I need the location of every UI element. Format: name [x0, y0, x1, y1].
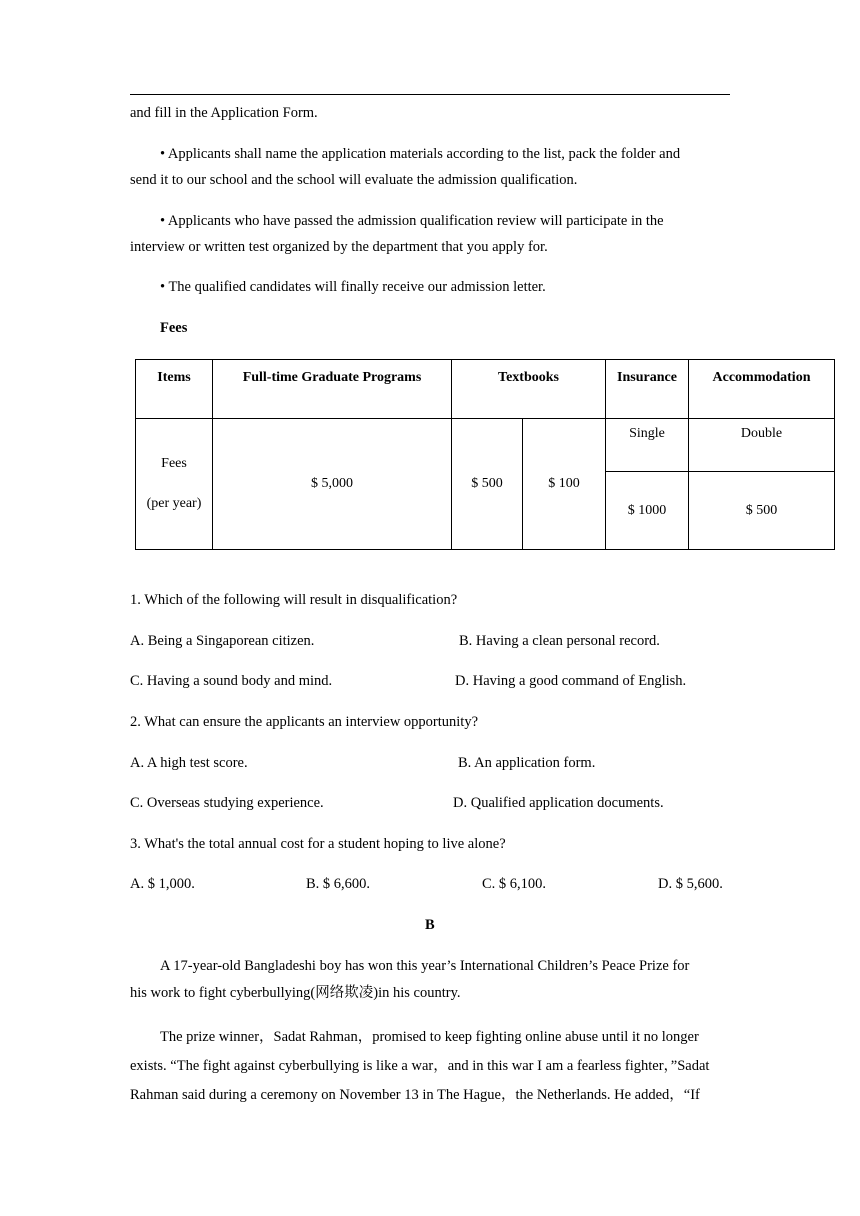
insurance-label: Single: [606, 419, 689, 472]
text-line: and fill in the Application Form.: [130, 105, 318, 121]
accommodation-value: $ 500: [689, 472, 835, 550]
section-heading: B: [425, 917, 435, 933]
option-3a: A. $ 1,000.: [130, 876, 195, 892]
option-1c: C. Having a sound body and mind.: [130, 673, 333, 689]
textbook-fee-1: $ 500: [452, 419, 523, 550]
text-line: interview or written test organized by the department that you apply for.: [130, 239, 548, 255]
paragraph-line: his work to fight cyberbullying(网络欺凌)in his country.: [130, 985, 461, 1001]
insurance-value: $ 1000: [606, 472, 689, 550]
table-header-row: [136, 360, 835, 419]
question-3: 3. What's the total annual cost for a student hoping to live alone?: [130, 836, 506, 852]
option-2b: B. An application form.: [458, 755, 596, 771]
header-items: Items: [136, 360, 213, 419]
bullet-line: • The qualified candidates will finally receive our admission letter.: [160, 279, 546, 295]
option-1d: D. Having a good command of English.: [455, 673, 687, 689]
fees-heading: Fees: [160, 320, 188, 336]
fees-period: (per year): [146, 496, 202, 511]
header-textbooks: Textbooks: [452, 360, 606, 419]
fees-table: [135, 359, 835, 550]
bullet-line: • Applicants shall name the application materials according to the list, pack the folder and: [160, 146, 681, 162]
paragraph-line: The prize winner，Sadat Rahman，promised to keep fighting online abuse until it no longer: [160, 1029, 699, 1045]
paragraph-line: exists. “The fight against cyberbullying is like a war，and in this war I am a fearless fighter，”Sadat: [130, 1058, 710, 1074]
program-fee-cell: $ 5,000: [213, 419, 452, 550]
table-row: [136, 419, 835, 472]
paragraph-line: A 17-year-old Bangladeshi boy has won this year’s International Children’s Peace Prize for: [160, 958, 690, 974]
fees-label: Fees: [161, 456, 187, 471]
option-2d: D. Qualified application documents.: [453, 795, 664, 811]
fees-label-cell: [136, 419, 213, 550]
option-3b: B. $ 6,600.: [306, 876, 371, 892]
textbook-fee-2: $ 100: [523, 419, 606, 550]
bullet-line: • Applicants who have passed the admission qualification review will participate in the: [160, 213, 664, 229]
header-insurance: Insurance: [606, 360, 689, 419]
option-2c: C. Overseas studying experience.: [130, 795, 324, 811]
option-1b: B. Having a clean personal record.: [459, 633, 660, 649]
text-line: send it to our school and the school will evaluate the admission qualification.: [130, 172, 578, 188]
option-3c: C. $ 6,100.: [482, 876, 547, 892]
header-programs: Full-time Graduate Programs: [213, 360, 452, 419]
header-rule: [130, 94, 730, 95]
header-accommodation: Accommodation: [689, 360, 835, 419]
option-1a: A. Being a Singaporean citizen.: [130, 633, 315, 649]
option-3d: D. $ 5,600.: [658, 876, 723, 892]
question-1: 1. Which of the following will result in disqualification?: [130, 592, 458, 608]
question-2: 2. What can ensure the applicants an interview opportunity?: [130, 714, 479, 730]
option-2a: A. A high test score.: [130, 755, 248, 771]
paragraph-line: Rahman said during a ceremony on November 13 in The Hague，the Netherlands. He added，“If: [130, 1087, 700, 1103]
accommodation-label: Double: [689, 419, 835, 472]
